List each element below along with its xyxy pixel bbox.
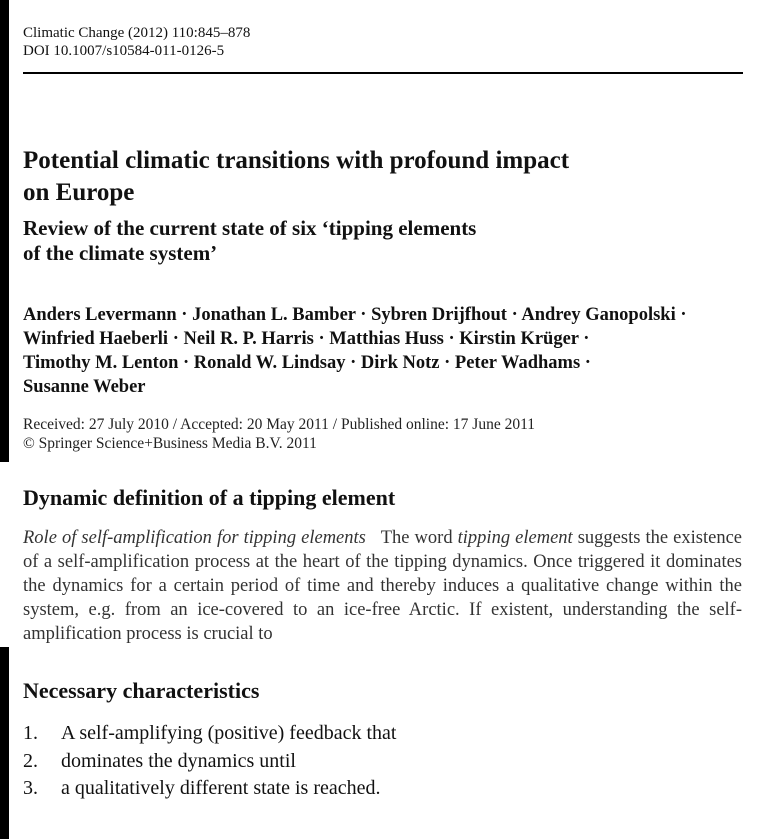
list-number: 2. xyxy=(23,749,38,772)
list-number: 3. xyxy=(23,777,38,799)
list-text: dominates the dynamics until xyxy=(61,749,296,772)
left-edge-bar-top xyxy=(0,0,9,462)
journal-doi: DOI 10.1007/s10584-011-0126-5 xyxy=(23,43,225,59)
title-line: on Europe xyxy=(23,179,135,206)
list-text: A self-amplifying (positive) feedback that xyxy=(61,722,397,744)
characteristics-list xyxy=(23,720,396,803)
copyright-notice: © Springer Science+Business Media B.V. 2011 xyxy=(23,435,317,452)
definition-paragraph xyxy=(23,526,742,646)
list-item xyxy=(23,748,396,776)
list-item xyxy=(23,720,396,748)
author-list xyxy=(23,303,753,399)
paragraph-lead: Role of self-amplification for tipping elements xyxy=(23,528,366,548)
left-edge-bar-bottom xyxy=(0,647,9,839)
subtitle-line: Review of the current state of six ‘tipping elements xyxy=(23,216,477,240)
journal-header xyxy=(23,24,250,60)
paper-title xyxy=(23,145,743,209)
author-line: Anders Levermann · Jonathan L. Bamber · Sybren Drijfhout · Andrey Ganopolski · xyxy=(23,305,687,325)
subtitle-line: of the climate system’ xyxy=(23,241,218,265)
paragraph-text: The word xyxy=(380,528,458,548)
paragraph-text: suggests the existence of a self-amplification process at the heart of the tipping dynamics. Once triggered it dominates the dynamics for a certain period of time and thereby induces a qualitative change within the system, e.g. from an ice-covered to an ice-free Arctic. If existent, understanding the self-amplification process is crucial to xyxy=(23,528,742,644)
section-heading-necessary-characteristics: Necessary characteristics xyxy=(23,678,260,703)
list-text: a qualitatively different state is reached. xyxy=(61,777,381,799)
history-dates: Received: 27 July 2010 / Accepted: 20 May 2011 / Published online: 17 June 2011 xyxy=(23,416,536,433)
header-rule xyxy=(23,72,743,74)
publication-history xyxy=(23,415,535,453)
title-line: Potential climatic transitions with profound impact xyxy=(23,147,570,174)
paragraph-term: tipping element xyxy=(457,528,573,548)
journal-citation: Climatic Change (2012) 110:845–878 xyxy=(23,25,251,41)
list-item xyxy=(23,775,396,803)
paper-subtitle xyxy=(23,216,743,266)
author-line: Timothy M. Lenton · Ronald W. Lindsay · Dirk Notz · Peter Wadhams · xyxy=(23,353,591,373)
list-number: 1. xyxy=(23,722,38,744)
author-line: Susanne Weber xyxy=(23,377,146,397)
author-line: Winfried Haeberli · Neil R. P. Harris · Matthias Huss · Kirstin Krüger · xyxy=(23,329,590,349)
section-heading-dynamic-definition: Dynamic definition of a tipping element xyxy=(23,485,396,510)
